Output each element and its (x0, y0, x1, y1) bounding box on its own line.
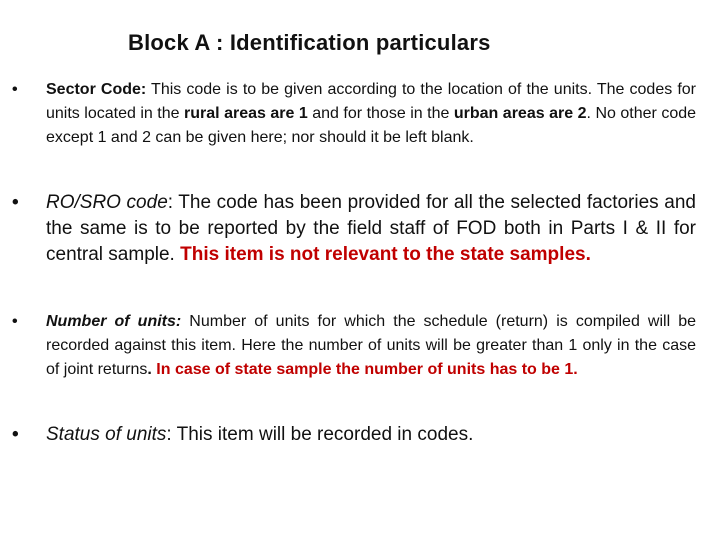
bullet-text (46, 310, 696, 382)
number-units-text-1: Number of units for which the schedule (return) is compiled will be recorded against this item. Here the number of units will be greater than 1 only in the case of joint returns (46, 313, 696, 378)
ro-sro-highlight: This item is not relevant to the state samples. (180, 244, 591, 265)
bullet-dot: • (12, 313, 18, 330)
status-units-label: Status of units (46, 424, 167, 445)
ro-sro-label: RO/SRO code (46, 192, 168, 213)
ro-sro-text-1: : The code has been provided for all the selected factories and the same is to be reported by the field staff of FOD both in Parts I & II for central sample. (46, 192, 696, 265)
sector-code-rural: rural areas are 1 (184, 105, 308, 122)
bullet-dot: • (12, 192, 19, 213)
bullet-text (46, 422, 696, 448)
status-units-text-1: : This item will be recorded in codes. (166, 424, 474, 445)
sector-code-text-2: and for those in the (307, 105, 454, 122)
number-units-highlight: In case of state sample the number of units has to be 1. (156, 361, 578, 378)
bullet-text (46, 78, 696, 150)
bullet-dot: • (12, 81, 18, 98)
sector-code-urban: urban areas are 2 (453, 105, 587, 122)
page-title: Block A : Identification particulars (128, 30, 491, 55)
bullet-text (46, 190, 696, 268)
number-units-label: Number of units: (46, 313, 182, 330)
sector-code-text-3: . No other code except 1 and 2 can be given here; nor should it be left blank. (46, 105, 697, 146)
sector-code-text-1: This code is to be given according to the location of the units. The codes for units located in the (46, 81, 696, 122)
sector-code-label: Sector Code: (46, 81, 147, 98)
bullet-dot: • (12, 424, 19, 445)
number-units-text-2: . (147, 361, 157, 378)
